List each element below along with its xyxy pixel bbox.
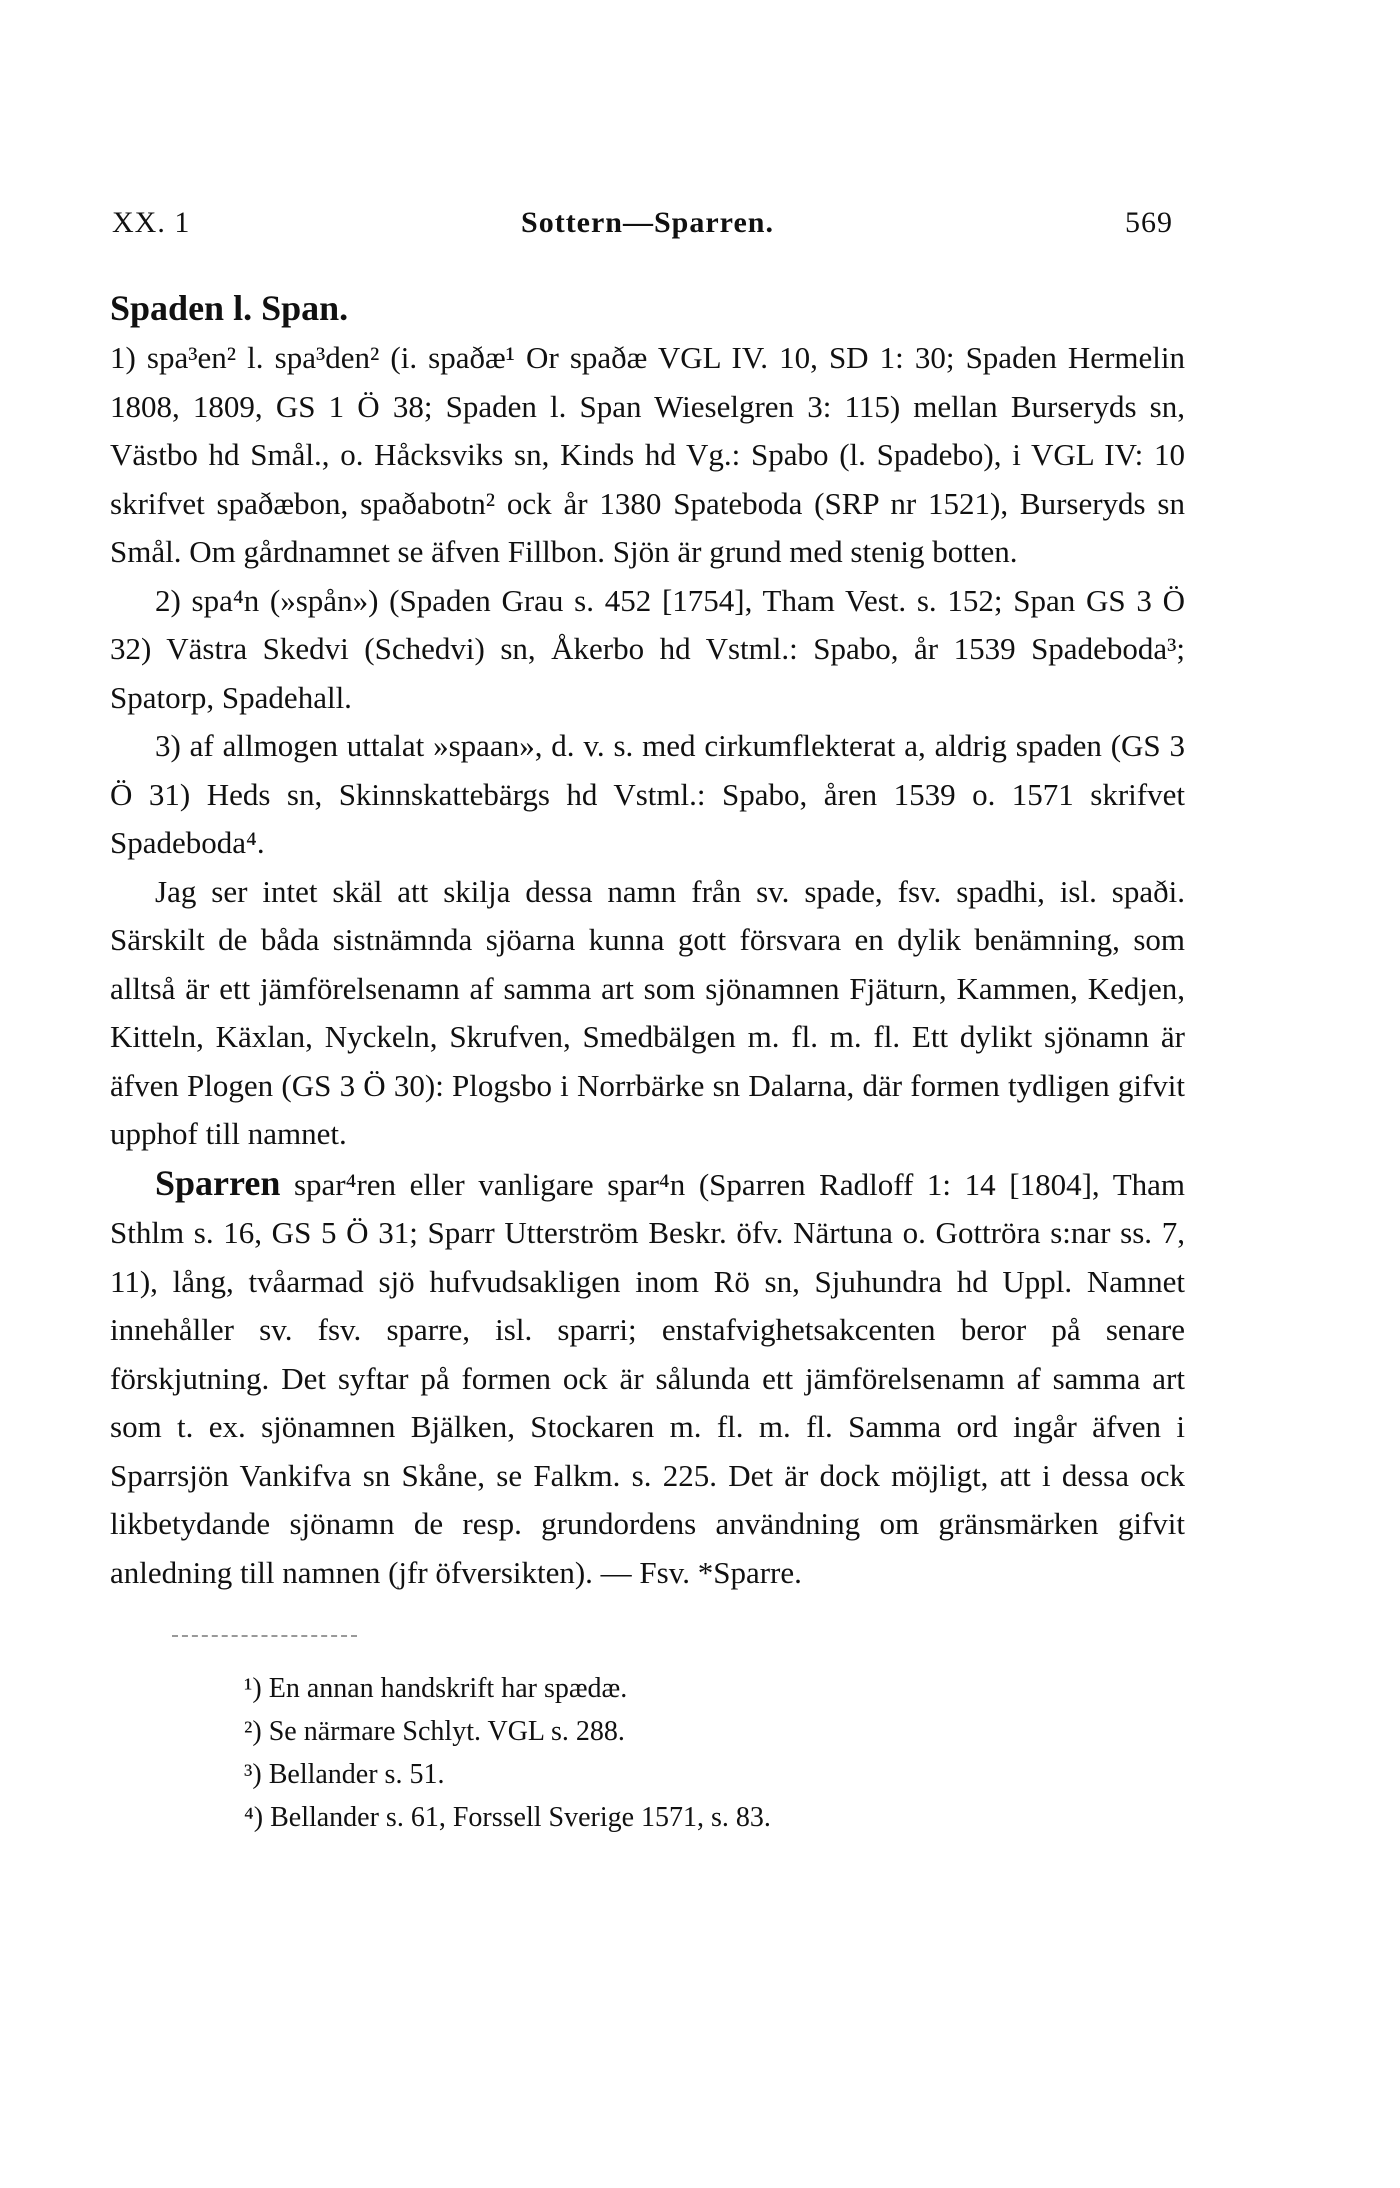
page-number: 569 — [1125, 206, 1173, 239]
section-number: XX. 1 — [112, 206, 191, 239]
running-title: Sottern—Sparren. — [521, 206, 774, 239]
sparren-entry-text: spar⁴ren eller vanligare spar⁴n (Sparren Radloff 1: 14 [1804], Tham Sthlm s. 16, GS 5 Ö 31; Sparr Utterström Beskr. öfv. Närtuna o. Gottröra s:nar ss. 7, 11), lång, tvåarmad sjö hufvudsakligen inom Rö sn, Sjuhundra hd Uppl. Namnet innehåller sv. fsv. sparre, isl. sparri; enstafvighetsakcenten beror på senare förskjutning. Det syftar på formen ock är sålunda ett jämförelsenamn af samma art som t. ex. sjönamnen Bjälken, Stockaren m. fl. m. fl. Samma ord ingår äfven i Sparrsjön Vankifva sn Skåne, se Falkm. s. 225. Det är dock möjligt, att i dessa ock likbetydande sjönamn de resp. grundordens användning om gränsmärken gifvit anledning till namnen (jfr öfversikten). — Fsv. *Sparre. — [110, 1166, 1186, 1590]
footnote-divider — [172, 1635, 357, 1637]
sparren-entry — [110, 1159, 1185, 1598]
running-head — [110, 206, 1185, 254]
footnotes — [244, 1667, 1185, 1839]
footnote-2: ²) Se närmare Schlyt. VGL s. 288. — [244, 1716, 625, 1747]
spaden-paragraph-3: 3) af allmogen uttalat »spaan», d. v. s. med cirkumflekterat a, aldrig spaden (GS 3 Ö 31) Heds sn, Skinnskattebärgs hd Vstml.: Spabo, åren 1539 o. 1571 skrifvet Spadeboda⁴. — [110, 728, 1185, 860]
entry-headword-spaden: Spaden l. Span. — [110, 288, 349, 328]
footnote-4: ⁴) Bellander s. 61, Forssell Sverige 1571, s. 83. — [244, 1802, 771, 1833]
spaden-paragraph-4: Jag ser intet skäl att skilja dessa namn från sv. spade, fsv. spadhi, isl. spaði. Särskilt de båda sistnämnda sjöarna kunna gott försvara en dylik benämning, som alltså är ett jämförelsenamn af samma art som sjönamnen Fjäturn, Kammen, Kedjen, Kitteln, Käxlan, Nyckeln, Skrufven, Smedbälgen m. fl. m. fl. Ett dylikt sjönamn är äfven Plogen (GS 3 Ö 30): Plogsbo i Norrbärke sn Dalarna, där formen tydligen gifvit upphof till namnet. — [110, 873, 1185, 1151]
entry-headword-sparren: Sparren — [155, 1162, 281, 1203]
spaden-paragraph-1: 1) spa³en² l. spa³den² (i. spaðæ¹ Or spaðæ VGL IV. 10, SD 1: 30; Spaden Hermelin 1808, 1809, GS 1 Ö 38; Spaden l. Span Wieselgren 3: 115) mellan Burseryds sn, Västbo hd Smål., o. Håcksviks sn, Kinds hd Vg.: Spabo (l. Spadebo), i VGL IV: 10 skrifvet spaðæbon, spaðabotn² ock år 1380 Spateboda (SRP nr 1521), Burseryds sn Smål. Om gårdnamnet se äfven Fillbon. Sjön är grund med stenig botten. — [110, 340, 1185, 569]
footnote-3: ³) Bellander s. 51. — [244, 1759, 445, 1790]
footnote-1: ¹) En annan handskrift har spædæ. — [244, 1673, 628, 1704]
book-page — [110, 206, 1185, 1839]
spaden-paragraph-2: 2) spa⁴n (»spån») (Spaden Grau s. 452 [1754], Tham Vest. s. 152; Span GS 3 Ö 32) Västra Skedvi (Schedvi) sn, Åkerbo hd Vstml.: Spabo, år 1539 Spadeboda³; Spatorp, Spadehall. — [110, 582, 1185, 715]
